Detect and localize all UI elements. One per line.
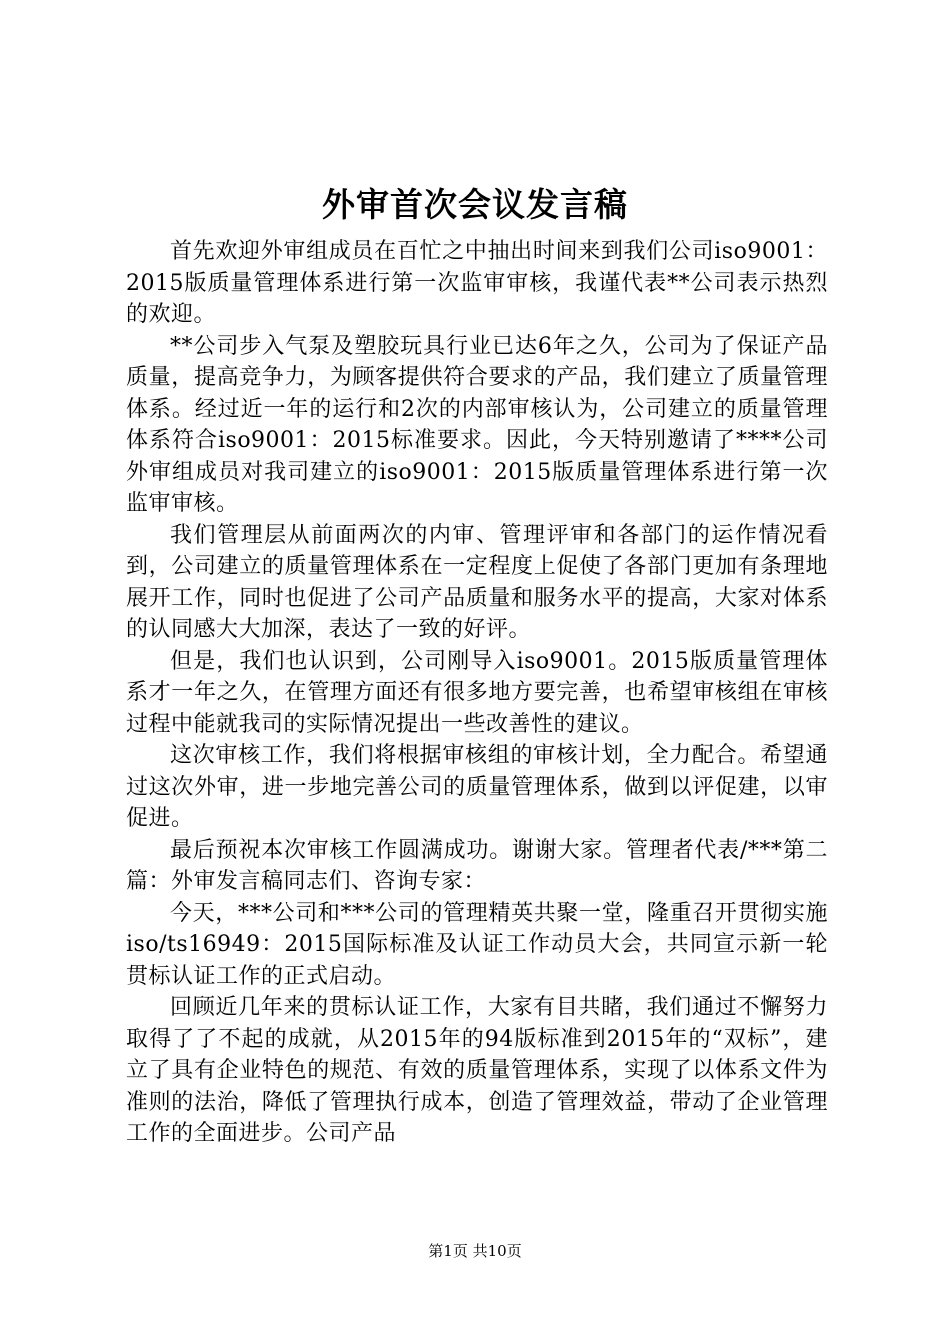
paragraph: 这次审核工作，我们将根据审核组的审核计划，全力配合。希望通过这次外审，进一步地完善公司的质量管理体系，做到以评促建，以审促进。 bbox=[126, 743, 828, 831]
paragraph: 但是，我们也认识到，公司刚导入iso9001。2015版质量管理体系才一年之久，在管理方面还有很多地方要完善，也希望审核组在审核过程中能就我司的实际情况提出一些改善性的建议。 bbox=[126, 648, 828, 737]
paragraph: 今天，***公司和***公司的管理精英共聚一堂，隆重召开贯彻实施iso/ts16949：2015国际标准及认证工作动员大会，共同宣示新一轮贯标认证工作的正式启动。 bbox=[126, 900, 828, 989]
paragraph: 我们管理层从前面两次的内审、管理评审和各部门的运作情况看到，公司建立的质量管理体系在一定程度上促使了各部门更加有条理地展开工作，同时也促进了公司产品质量和服务水平的提高，大家对体系的认同感大大加深，表达了一致的好评。 bbox=[126, 522, 828, 642]
paragraph: 首先欢迎外审组成员在百忙之中抽出时间来到我们公司iso9001：2015版质量管理体系进行第一次监审审核，我谨代表**公司表示热烈的欢迎。 bbox=[126, 239, 828, 327]
page-number-footer: 第1页 共10页 bbox=[428, 1242, 522, 1260]
paragraph: **公司步入气泵及塑胶玩具行业已达6年之久，公司为了保证产品质量，提高竞争力，为顾客提供符合要求的产品，我们建立了质量管理体系。经过近一年的运行和2次的内部审核认为，公司建立的质量管理体系符合iso9001：2015标准要求。因此，今天特别邀请了****公司外审组成员对我司建立的iso9001：2015版质量管理体系进行第一次监审审核。 bbox=[126, 333, 828, 516]
paragraph: 最后预祝本次审核工作圆满成功。谢谢大家。管理者代表/***第二篇：外审发言稿同志们、咨询专家： bbox=[126, 837, 828, 894]
document-title: 外审首次会议发言稿 bbox=[322, 185, 628, 224]
document-body bbox=[126, 236, 828, 1150]
paragraph: 回顾近几年来的贯标认证工作，大家有目共睹，我们通过不懈努力取得了了不起的成就，从2015年的94版标准到2015年的“双标”，建立了具有企业特色的规范、有效的质量管理体系，实现了以体系文件为准则的法治，降低了管理执行成本，创造了管理效益，带动了企业管理工作的全面进步。公司产品 bbox=[126, 995, 828, 1146]
